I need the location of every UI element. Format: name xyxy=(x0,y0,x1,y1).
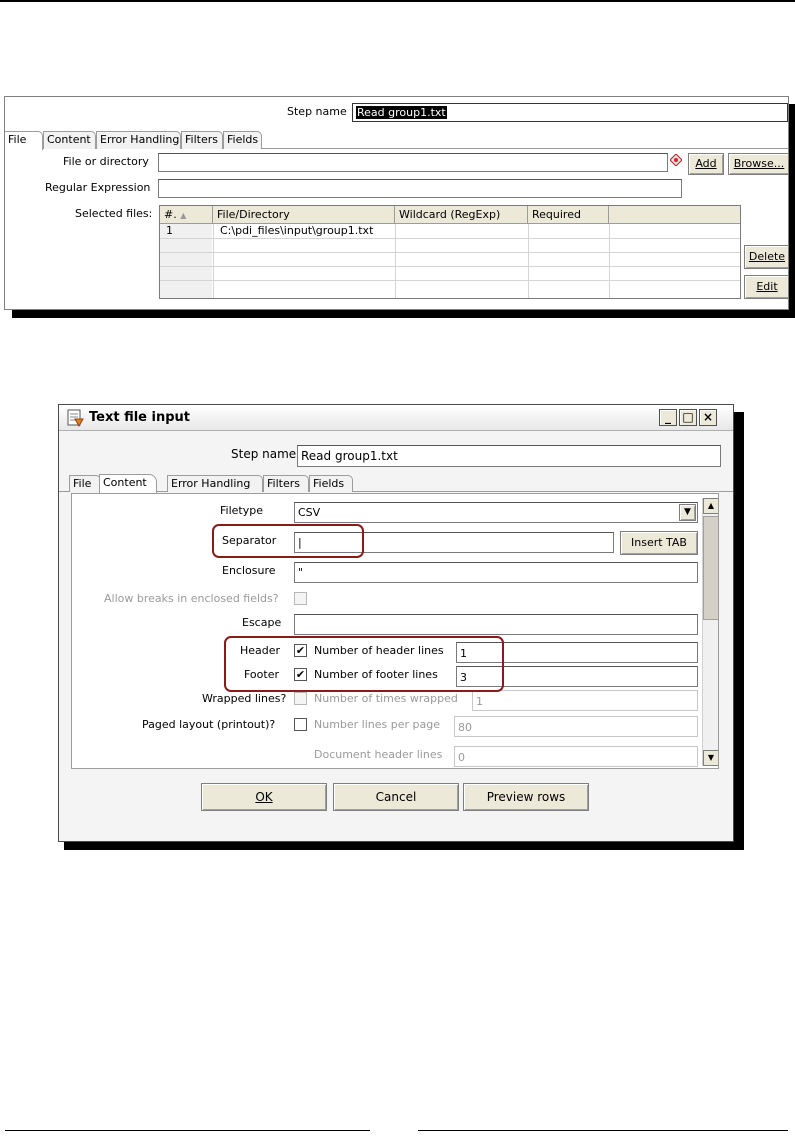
column-header-number-text: #. xyxy=(164,208,177,221)
table-row-1-number: 1 xyxy=(166,224,173,237)
close-icon: × xyxy=(702,410,714,424)
tab-filters[interactable]: Filters xyxy=(181,131,223,149)
content-tab-panel xyxy=(71,493,719,769)
delete-button[interactable] xyxy=(744,245,789,269)
page-top-rule xyxy=(0,0,795,2)
dialog-title: Text file input xyxy=(89,410,191,425)
tab-file[interactable]: File xyxy=(5,131,43,150)
grid-divider xyxy=(213,224,214,299)
step-name-input[interactable]: Read group1.txt xyxy=(297,445,721,467)
maximize-button[interactable] xyxy=(679,409,697,426)
step-name-label: Step name xyxy=(231,447,297,461)
step-name-input[interactable] xyxy=(352,103,788,122)
header-lines-label: Number of header lines xyxy=(314,644,444,657)
filetype-select[interactable] xyxy=(294,502,698,523)
grid-row-line xyxy=(160,280,741,281)
ok-button[interactable] xyxy=(201,783,327,811)
footer-checkbox[interactable]: ✔ xyxy=(295,668,306,681)
table-row-1-path[interactable]: C:\pdi_files\input\group1.txt xyxy=(220,224,374,237)
browse-button-label: Browse... xyxy=(733,157,785,170)
wrapped-lines-checkbox[interactable] xyxy=(294,692,307,705)
allow-breaks-label: Allow breaks in enclosed fields? xyxy=(104,592,279,605)
escape-label: Escape xyxy=(242,616,282,629)
tab-fields[interactable]: Fields xyxy=(309,475,353,492)
scroll-up-icon[interactable]: ▲ xyxy=(703,498,719,514)
step-name-selected-text: Read group1.txt xyxy=(357,106,446,119)
scroll-down-icon[interactable]: ▼ xyxy=(703,750,719,766)
edit-button-label: Edit xyxy=(756,280,778,293)
insert-tab-button[interactable]: Insert TAB xyxy=(620,531,698,555)
close-button[interactable] xyxy=(699,409,717,426)
preview-rows-button[interactable] xyxy=(463,783,589,811)
file-or-directory-input[interactable] xyxy=(158,153,668,172)
text-file-input-icon xyxy=(67,409,84,427)
page-bottom-rule-left xyxy=(5,1130,370,1131)
header-footer-highlight xyxy=(224,636,504,692)
ok-button-label: OK xyxy=(255,790,273,804)
separator-input[interactable]: | xyxy=(294,532,614,553)
browse-button[interactable] xyxy=(728,153,789,175)
file-or-directory-label: File or directory xyxy=(63,155,149,168)
allow-breaks-checkbox[interactable] xyxy=(294,592,307,605)
tab-fields[interactable]: Fields xyxy=(223,131,262,149)
screenshot-1-file-tab xyxy=(4,96,789,310)
header-checkbox[interactable]: ✔ xyxy=(295,644,306,657)
cancel-button[interactable] xyxy=(333,783,459,811)
grid-divider xyxy=(395,224,396,299)
doc-header-lines-label: Document header lines xyxy=(314,748,443,761)
header-lines-input[interactable]: 1 xyxy=(456,642,698,663)
column-header-wildcard[interactable]: Wildcard (RegExp) xyxy=(395,206,528,224)
paged-layout-checkbox[interactable] xyxy=(294,718,307,731)
lines-per-page-label: Number lines per page xyxy=(314,718,441,731)
tab-error-handling[interactable]: Error Handling xyxy=(167,475,263,492)
grid-divider xyxy=(609,224,610,299)
regular-expression-input[interactable] xyxy=(158,179,682,198)
scroll-thumb[interactable] xyxy=(703,516,719,620)
add-button-label: Add xyxy=(695,157,717,170)
grid-divider xyxy=(528,224,529,299)
tab-error-handling[interactable]: Error Handling xyxy=(96,131,181,149)
separator-highlight xyxy=(212,524,364,558)
tab-content[interactable]: Content xyxy=(99,474,157,493)
column-header-empty xyxy=(609,206,741,224)
minimize-button[interactable] xyxy=(659,409,677,426)
preview-rows-button-label: Preview rows xyxy=(486,790,566,804)
selected-files-table[interactable] xyxy=(159,205,741,299)
tab-content[interactable]: Content xyxy=(43,131,96,149)
tab-file[interactable]: File xyxy=(69,475,101,492)
tab-bar xyxy=(5,131,789,149)
step-name-label: Step name xyxy=(287,105,347,118)
tab-filters[interactable]: Filters xyxy=(263,475,309,492)
selected-files-label: Selected files: xyxy=(75,207,153,220)
wrapped-times-label: Number of times wrapped xyxy=(314,692,458,705)
delete-button-label: Delete xyxy=(748,250,786,263)
doc-header-lines-input[interactable]: 0 xyxy=(454,746,698,767)
text-file-input-dialog xyxy=(58,404,734,842)
lines-per-page-input[interactable]: 80 xyxy=(454,716,698,737)
escape-input[interactable] xyxy=(294,614,698,635)
footer-lines-input[interactable]: 3 xyxy=(456,666,698,687)
header-label: Header xyxy=(240,644,281,657)
wrapped-lines-label: Wrapped lines? xyxy=(202,692,287,705)
footer-label: Footer xyxy=(244,668,279,681)
column-header-file-directory[interactable]: File/Directory xyxy=(213,206,395,224)
paged-layout-label: Paged layout (printout)? xyxy=(142,718,276,731)
title-bar xyxy=(59,405,733,431)
wrapped-times-input[interactable]: 1 xyxy=(472,690,698,711)
enclosure-input[interactable]: " xyxy=(294,562,698,583)
chevron-down-icon[interactable]: ▼ xyxy=(679,504,696,521)
vertical-scrollbar[interactable] xyxy=(702,498,718,766)
maximize-icon: □ xyxy=(682,410,694,424)
sort-up-icon: ▲ xyxy=(180,211,187,220)
regular-expression-label: Regular Expression xyxy=(45,181,151,194)
filetype-label: Filetype xyxy=(220,504,263,517)
tab-baseline xyxy=(59,491,733,492)
enclosure-label: Enclosure xyxy=(222,564,276,577)
edit-button[interactable] xyxy=(744,275,789,299)
variable-diamond-icon xyxy=(670,154,682,166)
separator-label: Separator xyxy=(222,534,277,547)
filetype-value: CSV xyxy=(298,506,321,519)
column-header-required[interactable]: Required xyxy=(528,206,609,224)
grid-row-line xyxy=(160,238,741,239)
grid-row-line xyxy=(160,252,741,253)
grid-row-line xyxy=(160,266,741,267)
minimize-icon: _ xyxy=(665,410,671,424)
footer-lines-label: Number of footer lines xyxy=(314,668,438,681)
cancel-button-label: Cancel xyxy=(375,790,417,804)
page-bottom-rule-right xyxy=(418,1130,788,1131)
add-button[interactable] xyxy=(688,153,724,175)
column-header-number[interactable] xyxy=(160,206,213,224)
